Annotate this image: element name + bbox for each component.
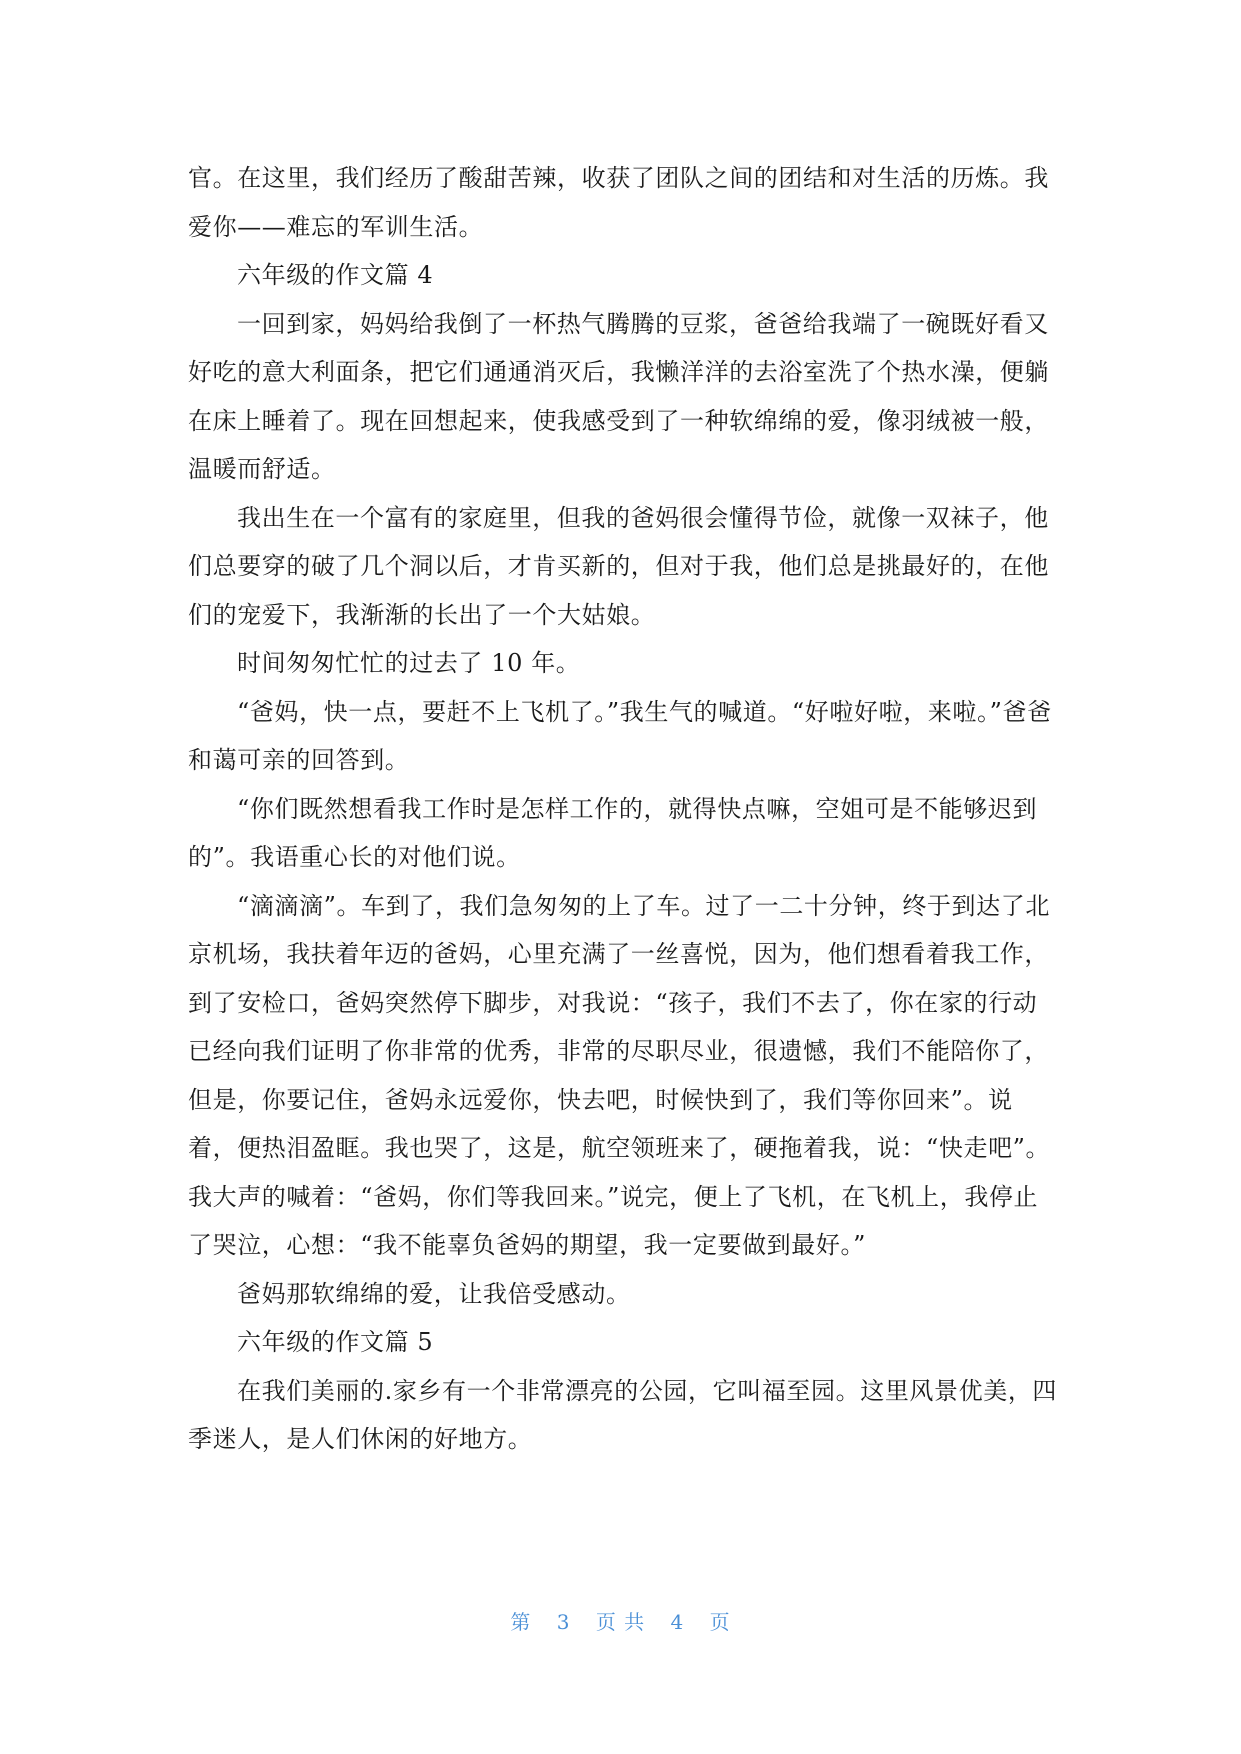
paragraph: 官。在这里，我们经历了酸甜苦辣，收获了团队之间的团结和对生活的历炼。我爱你——难忘的军训生活。 (188, 164, 1049, 241)
paragraph: 时间匆匆忙忙的过去了 10 年。 (237, 649, 581, 677)
section-heading: 六年级的作文篇 4 (237, 261, 434, 289)
total-page-number: 4 (670, 1610, 685, 1634)
page-label-prefix: 第 (510, 1610, 532, 1634)
paragraph: “你们既然想看我工作时是怎样工作的，就得快点嘛，空姐可是不能够迟到的”。我语重心长的对他们说。 (188, 794, 1038, 871)
paragraph: “爸妈，快一点，要赶不上飞机了。”我生气的喊道。“好啦好啦，来啦。”爸爸和蔼可亲的回答到。 (188, 697, 1052, 774)
paragraph: 一回到家，妈妈给我倒了一杯热气腾腾的豆浆，爸爸给我端了一碗既好看又好吃的意大利面条，把它们通通消灭后，我懒洋洋的去浴室洗了个热水澡，便躺在床上睡着了。现在回想起来，使我感受到了一种软绵绵的爱，像羽绒被一般，温暖而舒适。 (188, 309, 1049, 483)
paragraph: 在我们美丽的.家乡有一个非常漂亮的公园，它叫福至园。这里风景优美，四季迷人，是人们休闲的好地方。 (188, 1376, 1058, 1453)
paragraph: 爸妈那软绵绵的爱，让我倍受感动。 (237, 1279, 631, 1308)
paragraph: 我出生在一个富有的家庭里，但我的爸妈很会懂得节俭，就像一双袜子，他们总要穿的破了几个洞以后，才肯买新的，但对于我，他们总是挑最好的，在他们的宠爱下，我渐渐的长出了一个大姑娘。 (188, 503, 1049, 629)
page-label-suffix: 页 (709, 1610, 731, 1634)
document-body (188, 154, 1058, 1464)
section-heading: 六年级的作文篇 5 (237, 1328, 434, 1356)
paragraph: “滴滴滴”。车到了，我们急匆匆的上了车。过了一二十分钟，终于到达了北京机场，我扶着年迈的爸妈，心里充满了一丝喜悦，因为，他们想看着我工作，到了安检口，爸妈突然停下脚步，对我说：“孩子，我们不去了，你在家的行动已经向我们证明了你非常的优秀，非常的尽职尽业，很遗憾，我们不能陪你了，但是，你要记住，爸妈永远爱你，快去吧，时候快到了，我们等你回来”。说着，便热泪盈眶。我也哭了，这是，航空领班来了，硬拖着我，说：“快走吧”。我大声的喊着：“爸妈，你们等我回来。”说完，便上了飞机，在飞机上，我停止了哭泣，心想：“我不能辜负爸妈的期望，我一定要做到最好。” (188, 891, 1051, 1259)
current-page-number: 3 (556, 1610, 571, 1634)
page-footer (0, 1606, 1241, 1635)
page-label-middle: 页 共 (595, 1610, 646, 1634)
